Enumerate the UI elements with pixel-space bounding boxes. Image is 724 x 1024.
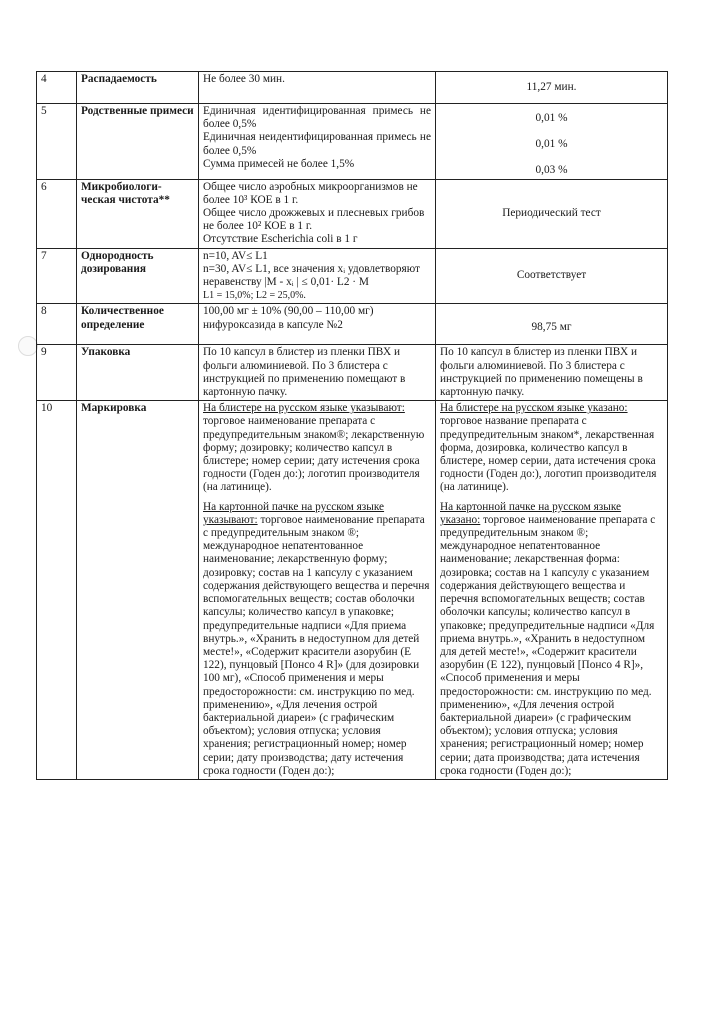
result-text: 0,01 % bbox=[535, 138, 568, 151]
norm-text: Отсутствие Escherichia coli в 1 г bbox=[203, 233, 358, 246]
pack-text: торговое наименование препарата с предупредительным знаком ®; международное непатентованное наименование; лекарственная форма: дозировка; состав на 1 капсулу с указанием содержания действующего вещества и перечня вспомогательных веществ; состав оболочки капсулы; количество капсул в упаковке; предупредительные надписи «Для приема внутрь.», «Хранить в недоступном для детей месте!», «Содержит красители азорубин (Е 122), пунцовый [Понсо 4 R]», «Способ применения и меры предосторожности: см. инструкцию по мед. применению», «Для лечения острой бактериальной диареи» (с графическим объектом); условия отпуска; условия хранения; регистрационный номер; номер серии; дата производства; дата истечения срока годности (Годен до:); bbox=[440, 513, 656, 777]
norm-text: Общее число дрожжевых и плесневых грибов не более 10² КОЕ в 1 г. bbox=[203, 207, 425, 233]
result-text: 0,01 % bbox=[535, 112, 568, 124]
document-page bbox=[36, 71, 667, 780]
result-text: 0,03 % bbox=[535, 164, 568, 177]
norm-text: L1 = 15,0%; L2 = 25,0%. bbox=[203, 290, 306, 302]
test-name: Родственные примеси bbox=[77, 104, 199, 180]
norm-text: Единичная неидентифицированная примесь не более 0,5% bbox=[203, 131, 431, 157]
result-text: 98,75 мг bbox=[531, 321, 572, 334]
norm-cell bbox=[199, 401, 436, 780]
result-cell bbox=[436, 401, 668, 780]
norm-cell bbox=[199, 345, 436, 401]
result-cell bbox=[436, 304, 668, 345]
blister-text: торговое название препарата с предупредительным знаком*, лекарственная форма, дозировка, количество капсул в блистере, номер серии, дата истечения срока годности (Годен до:), логотип производителя (на латинице). bbox=[440, 415, 657, 494]
norm-text: n=10, AV≤ L1 bbox=[203, 249, 268, 262]
row-number: 4 bbox=[37, 72, 77, 104]
norm-cell bbox=[199, 104, 436, 180]
row-number: 5 bbox=[37, 104, 77, 180]
row-number: 10 bbox=[37, 401, 77, 780]
row-number: 8 bbox=[37, 304, 77, 345]
norm-text: n=30, AV≤ L1, все значения xᵢ удовлетворяют неравенству |M - xᵢ | ≤ 0,01· L2 · M bbox=[203, 262, 420, 289]
table-row bbox=[37, 345, 668, 401]
norm-cell bbox=[199, 179, 436, 248]
norm-text: Единичная идентифицированная примесь не более 0,5% bbox=[203, 105, 431, 131]
pack-text: торговое наименование препарата с предупредительным знаком ®; международное непатентованное наименование; лекарственную форму; дозировку; состав на 1 капсулу с указанием содержания действующего вещества и перечня вспомогательных веществ; состав оболочки капсулы; количество капсул в упаковке; предупредительные надписи «Для приема внутрь.», «Хранить в недоступном для детей месте!», «Содержит красители азорубин (Е 122), пунцовый [Понсо 4 R]» (для дозировки 100 мг), «Способ применения и меры предосторожности: см. инструкцию по мед. применению», «Для лечения острой бактериальной диареи» (с графическим объектом); условия отпуска; условия хранения; регистрационный номер; номер серии; дату производства; дату истечения срока годности (Годен до:); bbox=[203, 513, 430, 777]
pack-heading: На картонной пачке на русском языке указывают: bbox=[203, 500, 385, 526]
test-name: Количественное определение bbox=[77, 304, 199, 345]
norm-cell bbox=[199, 248, 436, 304]
result-cell bbox=[436, 72, 668, 104]
result-text: Соответствует bbox=[516, 269, 587, 282]
pack-heading: На картонной пачке на русском языке указано: bbox=[440, 500, 622, 526]
test-name: Маркировка bbox=[77, 401, 199, 780]
test-name: Однородность дозирования bbox=[77, 248, 199, 304]
result-cell bbox=[436, 179, 668, 248]
table-row bbox=[37, 401, 668, 780]
result-text: По 10 капсул в блистер из пленки ПВХ и фольги алюминиевой. По 3 блистера с инструкцией по применению помещены в картонную пачку. bbox=[440, 346, 643, 399]
table-row bbox=[37, 104, 668, 180]
result-cell bbox=[436, 104, 668, 180]
row-number: 7 bbox=[37, 248, 77, 304]
row-number: 9 bbox=[37, 345, 77, 401]
norm-text: Не более 30 мин. bbox=[203, 73, 285, 85]
blister-heading: На блистере на русском языке указывают: bbox=[203, 402, 405, 415]
norm-text: 100,00 мг ± 10% (90,00 – 110,00 мг) нифуроксазида в капсуле №2 bbox=[203, 305, 374, 331]
test-name: Распадаемость bbox=[77, 72, 199, 104]
specification-table bbox=[36, 71, 668, 780]
row-number: 6 bbox=[37, 179, 77, 248]
norm-text: По 10 капсул в блистер из пленки ПВХ и фольги алюминиевой. По 3 блистера с инструкцией по применению помещают в картонную пачку. bbox=[203, 346, 406, 399]
result-cell bbox=[436, 248, 668, 304]
norm-text: Сумма примесей не более 1,5% bbox=[203, 157, 355, 170]
punch-hole-mark bbox=[18, 336, 38, 356]
result-text: 11,27 мин. bbox=[526, 81, 577, 93]
test-name: Микробиологи-ческая чистота** bbox=[77, 179, 199, 248]
table-row bbox=[37, 248, 668, 304]
blister-text: торговое наименование препарата с предупредительным знаком®; лекарственную форму; дозировку; количество капсул в блистере; номер серии; дату истечения срока годности (Годен до:); логотип производителя (на латинице). bbox=[203, 415, 425, 494]
table-row bbox=[37, 72, 668, 104]
norm-text: Общее число аэробных микроорганизмов не более 10³ КОЕ в 1 г. bbox=[203, 180, 418, 206]
blister-heading: На блистере на русском языке указано: bbox=[440, 402, 628, 415]
result-text: Периодический тест bbox=[502, 207, 601, 220]
result-cell bbox=[436, 345, 668, 401]
table-row bbox=[37, 304, 668, 345]
norm-cell bbox=[199, 304, 436, 345]
table-row bbox=[37, 179, 668, 248]
norm-cell bbox=[199, 72, 436, 104]
test-name: Упаковка bbox=[77, 345, 199, 401]
